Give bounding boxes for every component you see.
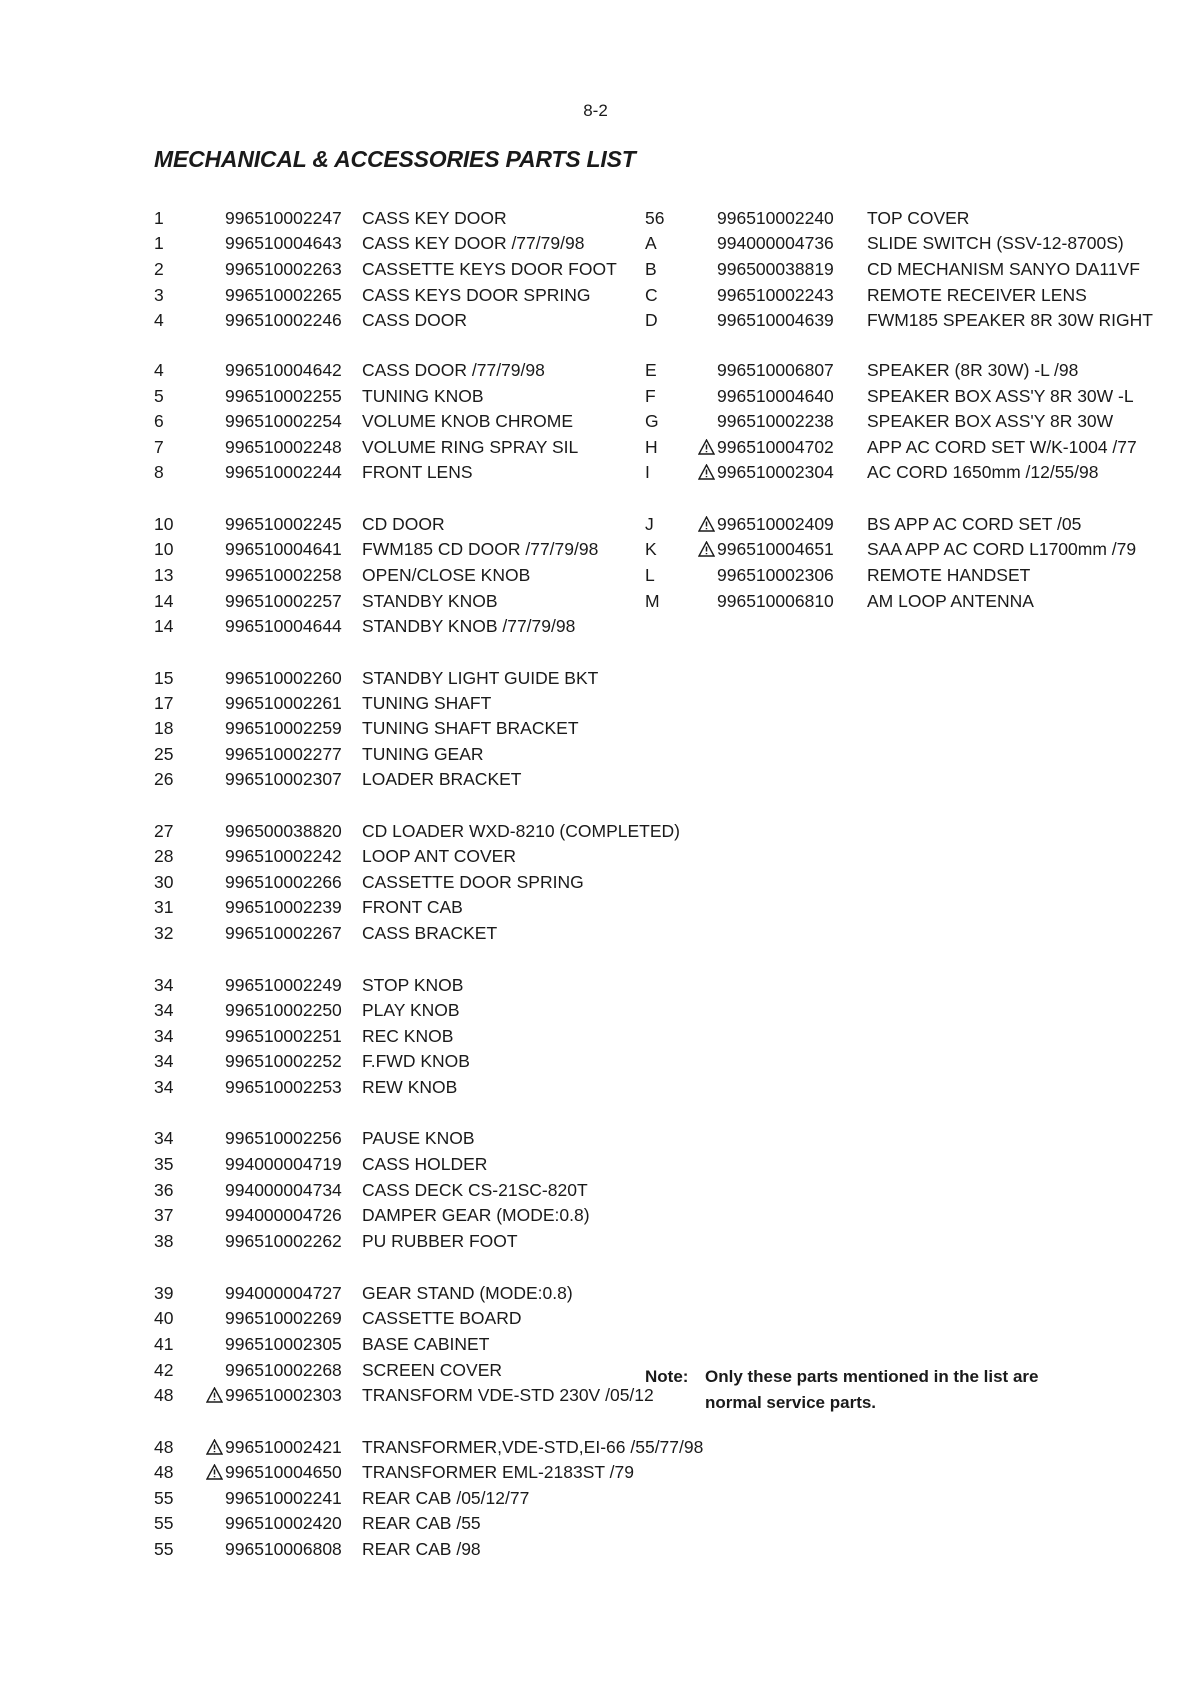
part-code: 996510002267 (225, 923, 342, 943)
item-number: 4 (154, 310, 164, 330)
part-code: 996510002252 (225, 1051, 342, 1071)
item-number: 18 (154, 718, 174, 738)
part-description: CASSETTE KEYS DOOR FOOT (362, 259, 617, 279)
part-description: STANDBY KNOB (362, 591, 498, 611)
part-code: 996500038819 (717, 259, 834, 279)
item-number: 31 (154, 897, 174, 917)
part-description: SCREEN COVER (362, 1360, 503, 1380)
part-description: CASS DOOR /77/79/98 (362, 360, 545, 380)
item-number: 34 (154, 975, 174, 995)
item-number: 48 (154, 1462, 174, 1482)
page-number: 8-2 (583, 101, 608, 120)
item-number: 40 (154, 1308, 174, 1328)
part-description: SPEAKER (8R 30W) -L /98 (867, 360, 1079, 380)
item-number: 55 (154, 1513, 174, 1533)
part-description: REW KNOB (362, 1077, 458, 1097)
part-code: 994000004727 (225, 1283, 342, 1303)
item-number: 48 (154, 1385, 174, 1405)
part-code: 996510002263 (225, 259, 342, 279)
part-description: CASSETTE BOARD (362, 1308, 522, 1328)
part-description: TRANSFORMER EML-2183ST /79 (362, 1462, 634, 1482)
part-code: 996510002244 (225, 462, 342, 482)
part-code: 996510002305 (225, 1334, 342, 1354)
item-number: 17 (154, 693, 174, 713)
part-code: 996510002303 (225, 1385, 342, 1405)
part-description: TUNING SHAFT (362, 693, 492, 713)
item-number: 15 (154, 668, 174, 688)
part-code: 996510002259 (225, 718, 342, 738)
item-number: 7 (154, 437, 164, 457)
safety-warning-icon (206, 1387, 223, 1403)
item-number: B (645, 259, 657, 279)
item-number: 2 (154, 259, 164, 279)
item-number: 37 (154, 1205, 174, 1225)
part-description: PU RUBBER FOOT (362, 1231, 518, 1251)
part-description: CASS DECK CS-21SC-820T (362, 1180, 588, 1200)
item-number: 36 (154, 1180, 174, 1200)
item-number: 6 (154, 411, 164, 431)
item-number: D (645, 310, 658, 330)
item-number: 55 (154, 1539, 174, 1559)
item-number: 10 (154, 514, 174, 534)
part-code: 996510002248 (225, 437, 342, 457)
item-number: 56 (645, 208, 665, 228)
part-code: 996510004644 (225, 616, 342, 636)
part-code: 996510002268 (225, 1360, 342, 1380)
part-description: CASS KEYS DOOR SPRING (362, 285, 591, 305)
part-code: 996510004642 (225, 360, 342, 380)
part-code: 996510004640 (717, 386, 834, 406)
part-description: CASS DOOR (362, 310, 468, 330)
part-description: CASS KEY DOOR (362, 208, 507, 228)
part-description: FRONT CAB (362, 897, 463, 917)
part-description: CASS KEY DOOR /77/79/98 (362, 233, 585, 253)
part-description: REAR CAB /55 (362, 1513, 481, 1533)
part-code: 996500038820 (225, 821, 342, 841)
part-code: 996510002254 (225, 411, 342, 431)
part-code: 996510002239 (225, 897, 342, 917)
part-code: 996510002255 (225, 386, 342, 406)
part-description: FWM185 SPEAKER 8R 30W RIGHT (867, 310, 1153, 330)
part-code: 996510004702 (717, 437, 834, 457)
item-number: 8 (154, 462, 164, 482)
item-number: 41 (154, 1334, 174, 1354)
part-description: VOLUME RING SPRAY SIL (362, 437, 579, 457)
part-description: STANDBY KNOB /77/79/98 (362, 616, 576, 636)
item-number: 38 (154, 1231, 174, 1251)
item-number: 3 (154, 285, 164, 305)
note-line-2: normal service parts. (705, 1393, 877, 1412)
part-code: 996510002243 (717, 285, 834, 305)
part-description: GEAR STAND (MODE:0.8) (362, 1283, 573, 1303)
part-code: 996510002409 (717, 514, 834, 534)
item-number: 42 (154, 1360, 174, 1380)
item-number: 30 (154, 872, 174, 892)
item-number: 4 (154, 360, 164, 380)
part-code: 996510002269 (225, 1308, 342, 1328)
part-code: 996510002253 (225, 1077, 342, 1097)
part-description: AM LOOP ANTENNA (867, 591, 1034, 611)
part-code: 996510004650 (225, 1462, 342, 1482)
part-code: 996510002241 (225, 1488, 342, 1508)
part-code: 996510002265 (225, 285, 342, 305)
part-code: 996510002257 (225, 591, 342, 611)
item-number: 28 (154, 846, 174, 866)
part-description: APP AC CORD SET W/K-1004 /77 (867, 437, 1137, 457)
item-number: 1 (154, 233, 164, 253)
item-number: 34 (154, 1051, 174, 1071)
part-description: CD LOADER WXD-8210 (COMPLETED) (362, 821, 680, 841)
part-description: REAR CAB /05/12/77 (362, 1488, 530, 1508)
part-description: CD DOOR (362, 514, 445, 534)
part-code: 996510002306 (717, 565, 834, 585)
part-description: LOADER BRACKET (362, 769, 522, 789)
part-description: BS APP AC CORD SET /05 (867, 514, 1082, 534)
part-description: SPEAKER BOX ASS'Y 8R 30W -L (867, 386, 1134, 406)
part-code: 996510002245 (225, 514, 342, 534)
safety-warning-icon (206, 1464, 223, 1480)
part-description: F.FWD KNOB (362, 1051, 470, 1071)
part-code: 996510004641 (225, 539, 342, 559)
part-code: 996510002251 (225, 1026, 342, 1046)
part-description: TUNING SHAFT BRACKET (362, 718, 579, 738)
item-number: K (645, 539, 657, 559)
part-description: REMOTE RECEIVER LENS (867, 285, 1087, 305)
part-description: TUNING KNOB (362, 386, 484, 406)
item-number: C (645, 285, 658, 305)
part-code: 996510002420 (225, 1513, 342, 1533)
part-code: 996510006808 (225, 1539, 342, 1559)
part-code: 996510002247 (225, 208, 342, 228)
part-description: AC CORD 1650mm /12/55/98 (867, 462, 1099, 482)
part-code: 996510002304 (717, 462, 834, 482)
note-line-1: Only these parts mentioned in the list are (705, 1367, 1039, 1386)
part-code: 996510002246 (225, 310, 342, 330)
item-number: 27 (154, 821, 174, 841)
part-code: 996510006810 (717, 591, 834, 611)
part-description: TRANSFORM VDE-STD 230V /05/12 (362, 1385, 654, 1405)
page-title: MECHANICAL & ACCESSORIES PARTS LIST (154, 146, 636, 172)
part-description: OPEN/CLOSE KNOB (362, 565, 531, 585)
item-number: 34 (154, 1000, 174, 1020)
item-number: 35 (154, 1154, 174, 1174)
item-number: 14 (154, 591, 174, 611)
part-description: SLIDE SWITCH (SSV-12-8700S) (867, 233, 1124, 253)
part-code: 996510002256 (225, 1128, 342, 1148)
item-number: 26 (154, 769, 174, 789)
part-code: 996510002258 (225, 565, 342, 585)
part-code: 996510002240 (717, 208, 834, 228)
part-description: FRONT LENS (362, 462, 473, 482)
item-number: 14 (154, 616, 174, 636)
part-description: TRANSFORMER,VDE-STD,EI-66 /55/77/98 (362, 1437, 704, 1457)
note-label: Note: (645, 1367, 689, 1386)
part-code: 994000004726 (225, 1205, 342, 1225)
part-code: 996510002249 (225, 975, 342, 995)
part-description: STANDBY LIGHT GUIDE BKT (362, 668, 599, 688)
item-number: 55 (154, 1488, 174, 1508)
safety-warning-icon (698, 516, 715, 532)
part-description: REC KNOB (362, 1026, 454, 1046)
part-code: 996510002242 (225, 846, 342, 866)
item-number: M (645, 591, 660, 611)
item-number: H (645, 437, 658, 457)
item-number: 34 (154, 1026, 174, 1046)
part-description: SAA APP AC CORD L1700mm /79 (867, 539, 1137, 559)
part-code: 996510002250 (225, 1000, 342, 1020)
part-description: REAR CAB /98 (362, 1539, 481, 1559)
item-number: F (645, 386, 656, 406)
item-number: L (645, 565, 655, 585)
part-code: 996510002307 (225, 769, 342, 789)
part-code: 996510006807 (717, 360, 834, 380)
part-code: 994000004736 (717, 233, 834, 253)
part-description: CD MECHANISM SANYO DA11VF (867, 259, 1140, 279)
part-description: BASE CABINET (362, 1334, 490, 1354)
part-description: REMOTE HANDSET (867, 565, 1031, 585)
part-code: 994000004719 (225, 1154, 342, 1174)
part-description: SPEAKER BOX ASS'Y 8R 30W (867, 411, 1114, 431)
safety-warning-icon (698, 464, 715, 480)
part-code: 996510002261 (225, 693, 342, 713)
part-code: 996510002266 (225, 872, 342, 892)
safety-warning-icon (698, 439, 715, 455)
safety-warning-icon (698, 541, 715, 557)
part-code: 996510004651 (717, 539, 834, 559)
part-code: 996510002238 (717, 411, 834, 431)
part-code: 996510002421 (225, 1437, 342, 1457)
item-number: A (645, 233, 657, 253)
part-description: TUNING GEAR (362, 744, 484, 764)
item-number: I (645, 462, 650, 482)
item-number: J (645, 514, 654, 534)
part-description: LOOP ANT COVER (362, 846, 516, 866)
part-code: 996510002262 (225, 1231, 342, 1251)
part-description: CASS HOLDER (362, 1154, 488, 1174)
item-number: 5 (154, 386, 164, 406)
part-description: CASSETTE DOOR SPRING (362, 872, 584, 892)
item-number: 32 (154, 923, 174, 943)
part-description: DAMPER GEAR (MODE:0.8) (362, 1205, 590, 1225)
part-description: VOLUME KNOB CHROME (362, 411, 573, 431)
safety-warning-icon (206, 1439, 223, 1455)
part-description: TOP COVER (867, 208, 970, 228)
part-description: PLAY KNOB (362, 1000, 460, 1020)
part-code: 996510004643 (225, 233, 342, 253)
part-code: 996510002260 (225, 668, 342, 688)
item-number: 10 (154, 539, 174, 559)
part-description: FWM185 CD DOOR /77/79/98 (362, 539, 599, 559)
item-number: 34 (154, 1077, 174, 1097)
item-number: 34 (154, 1128, 174, 1148)
item-number: E (645, 360, 657, 380)
item-number: 1 (154, 208, 164, 228)
item-number: 25 (154, 744, 174, 764)
item-number: 13 (154, 565, 174, 585)
part-code: 996510002277 (225, 744, 342, 764)
part-description: STOP KNOB (362, 975, 464, 995)
part-code: 994000004734 (225, 1180, 342, 1200)
part-description: CASS BRACKET (362, 923, 498, 943)
item-number: 48 (154, 1437, 174, 1457)
item-number: G (645, 411, 659, 431)
part-code: 996510004639 (717, 310, 834, 330)
part-description: PAUSE KNOB (362, 1128, 475, 1148)
item-number: 39 (154, 1283, 174, 1303)
